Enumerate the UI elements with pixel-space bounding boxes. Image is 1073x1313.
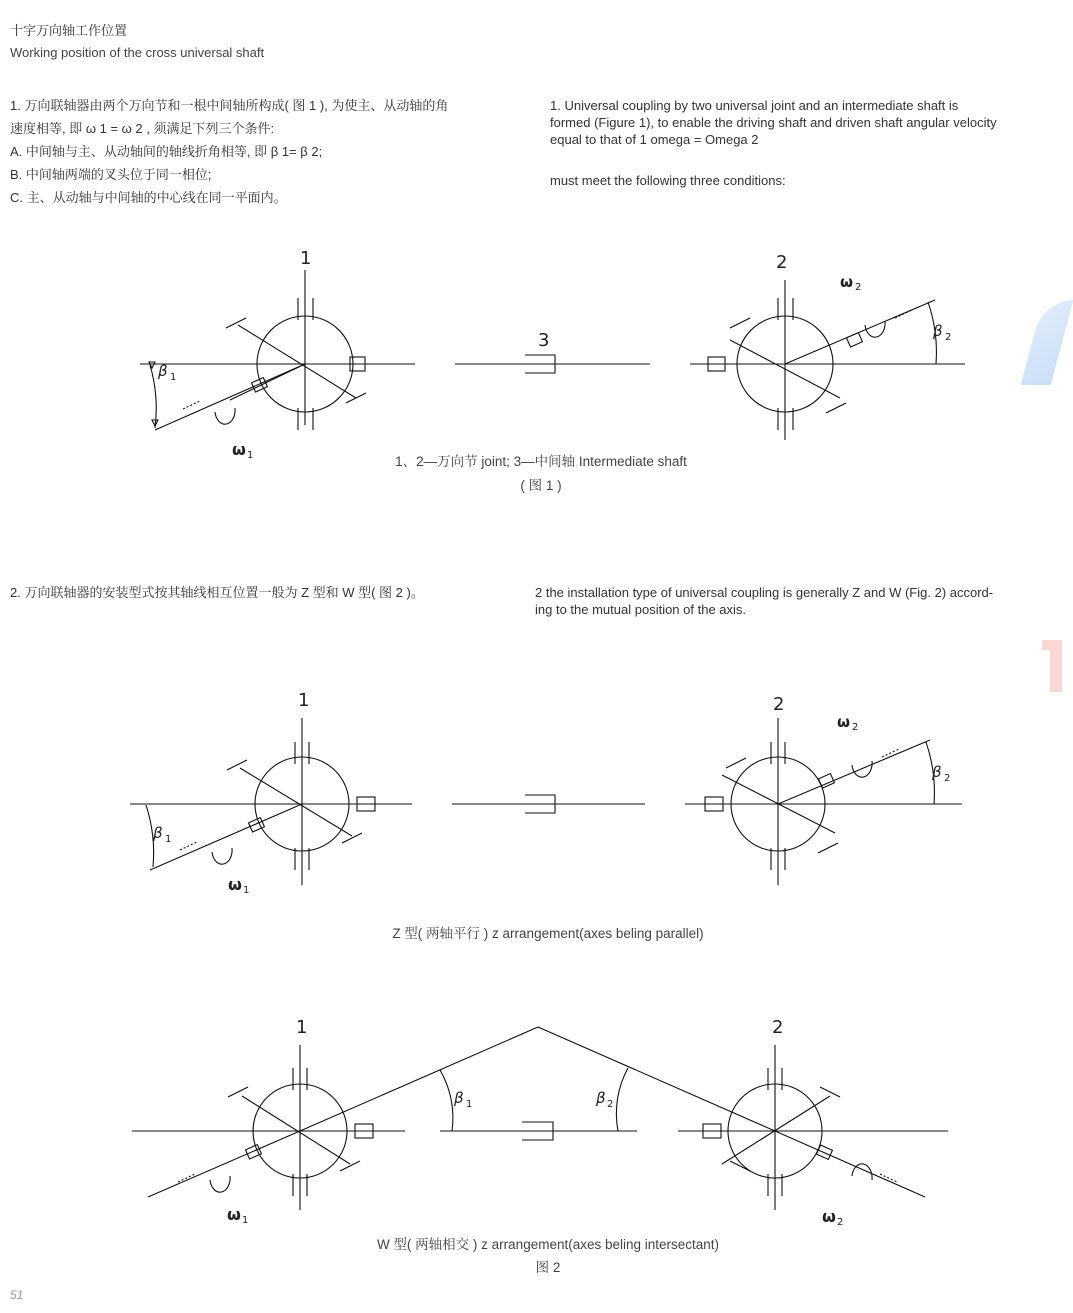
figure1-omega2-sub: 2 <box>855 282 862 293</box>
section1-cn-line: 速度相等, 即 ω 1 = ω 2 , 须满足下列三个条件: <box>10 121 275 136</box>
section1-english-conditions: must meet the following three conditions: <box>550 173 786 188</box>
figure1-joint1 <box>140 270 415 430</box>
section2-english <box>535 584 1055 618</box>
figure1-label-joint2: 2 <box>776 252 788 273</box>
heading-english: Working position of the cross universal shaft <box>10 45 265 60</box>
figure2-z-diagram <box>0 680 1062 900</box>
figure1-label-shaft: 3 <box>538 330 550 351</box>
page-number: 51 <box>10 1288 24 1302</box>
figure1-omega1: ω <box>232 440 246 459</box>
figure1-omega1-sub: 1 <box>247 450 254 461</box>
figure2w-label-joint1: 1 <box>296 1017 308 1038</box>
figure2w-beta1: β <box>454 1089 464 1107</box>
figure1-intermediate-shaft <box>455 355 650 373</box>
figure2z-beta2-sub: 2 <box>944 773 951 784</box>
figure2w-beta1-sub: 1 <box>466 1099 473 1110</box>
figure1-label-joint1: 1 <box>300 248 312 269</box>
figure1-beta1-sub: 1 <box>170 372 177 383</box>
figure2z-beta1: β <box>153 824 163 842</box>
figure2w-joint1 <box>132 1045 405 1210</box>
figure2w-axis-left <box>300 1027 538 1131</box>
figure1-beta2-sub: 2 <box>945 332 952 343</box>
section1-cn-line: A. 中间轴与主、从动轴间的轴线折角相等, 即 β 1= β 2; <box>10 144 323 159</box>
figure2w-omega1: ω <box>227 1205 241 1224</box>
figure2z-joint2 <box>685 718 962 885</box>
figure2z-omega1-sub: 1 <box>243 885 250 896</box>
figure2z-omega2-sub: 2 <box>852 722 859 733</box>
figure2w-beta2-sub: 2 <box>607 1099 614 1110</box>
figure2z-intermediate-shaft <box>452 795 645 813</box>
figure2z-label-joint2: 2 <box>773 694 785 715</box>
figure2z-label-joint1: 1 <box>298 690 310 711</box>
section2-en-line: 2 the installation type of universal coupling is generally Z and W (Fig. 2) accord- <box>535 585 994 600</box>
figure2-w-diagram <box>0 1010 1062 1228</box>
figure2w-omega1-sub: 1 <box>242 1215 249 1226</box>
figure1-beta2: β <box>933 322 943 340</box>
section1-en-line: 1. Universal coupling by two universal joint and an intermediate shaft is <box>550 98 959 113</box>
figure2z-omega2: ω <box>837 713 851 731</box>
section2-en-line: ing to the mutual position of the axis. <box>535 602 747 617</box>
section1-english <box>550 97 1055 148</box>
section2-chinese: 2. 万向联轴器的安装型式按其轴线相互位置一般为 Z 型和 W 型( 图 2 )。 <box>10 585 424 600</box>
figure2w-omega2-sub: 2 <box>837 1217 844 1228</box>
decorative-red-shape-top <box>1042 640 1062 650</box>
section1-cn-line: C. 主、从动轴与中间轴的中心线在同一平面内。 <box>10 190 287 205</box>
figure2z-beta2: β <box>932 763 942 781</box>
figure1-caption: 1、2—万向节 joint; 3—中间轴 Intermediate shaft <box>395 454 687 469</box>
figure2z-joint1 <box>130 718 412 885</box>
figure2w-joint2 <box>678 1045 948 1210</box>
figure1-caption-number: ( 图 1 ) <box>520 478 562 493</box>
figure1-beta1: β <box>158 362 168 380</box>
figure2w-omega2: ω <box>822 1207 836 1226</box>
section1-cn-line: B. 中间轴两端的叉头位于同一相位; <box>10 167 212 182</box>
section1-chinese <box>10 94 530 209</box>
figure2z-caption: Z 型( 两轴平行 ) z arrangement(axes beling parallel) <box>392 926 704 941</box>
section1-en-line: formed (Figure 1), to enable the driving shaft and driven shaft angular velocity <box>550 115 997 130</box>
figure1-omega2: ω <box>840 273 854 291</box>
figure2w-caption: W 型( 两轴相交 ) z arrangement(axes beling intersectant) <box>376 1237 720 1252</box>
figure2w-label-joint2: 2 <box>772 1017 784 1038</box>
figure2-number: 图 2 <box>535 1260 561 1275</box>
figure1-joint2 <box>690 280 965 440</box>
figure2w-beta2: β <box>596 1089 606 1107</box>
figure1-diagram <box>0 240 1062 461</box>
section1-cn-line: 1. 万向联轴器由两个万向节和一根中间轴所构成( 图 1 ), 为使主、从动轴的角 <box>10 98 449 113</box>
heading-chinese: 十字万向轴工作位置 <box>10 23 128 38</box>
section1-en-line: equal to that of 1 omega = Omega 2 <box>550 132 759 147</box>
figure2z-omega1: ω <box>228 875 242 894</box>
figure2z-beta1-sub: 1 <box>165 834 172 845</box>
figure2w-axis-right <box>538 1027 775 1131</box>
